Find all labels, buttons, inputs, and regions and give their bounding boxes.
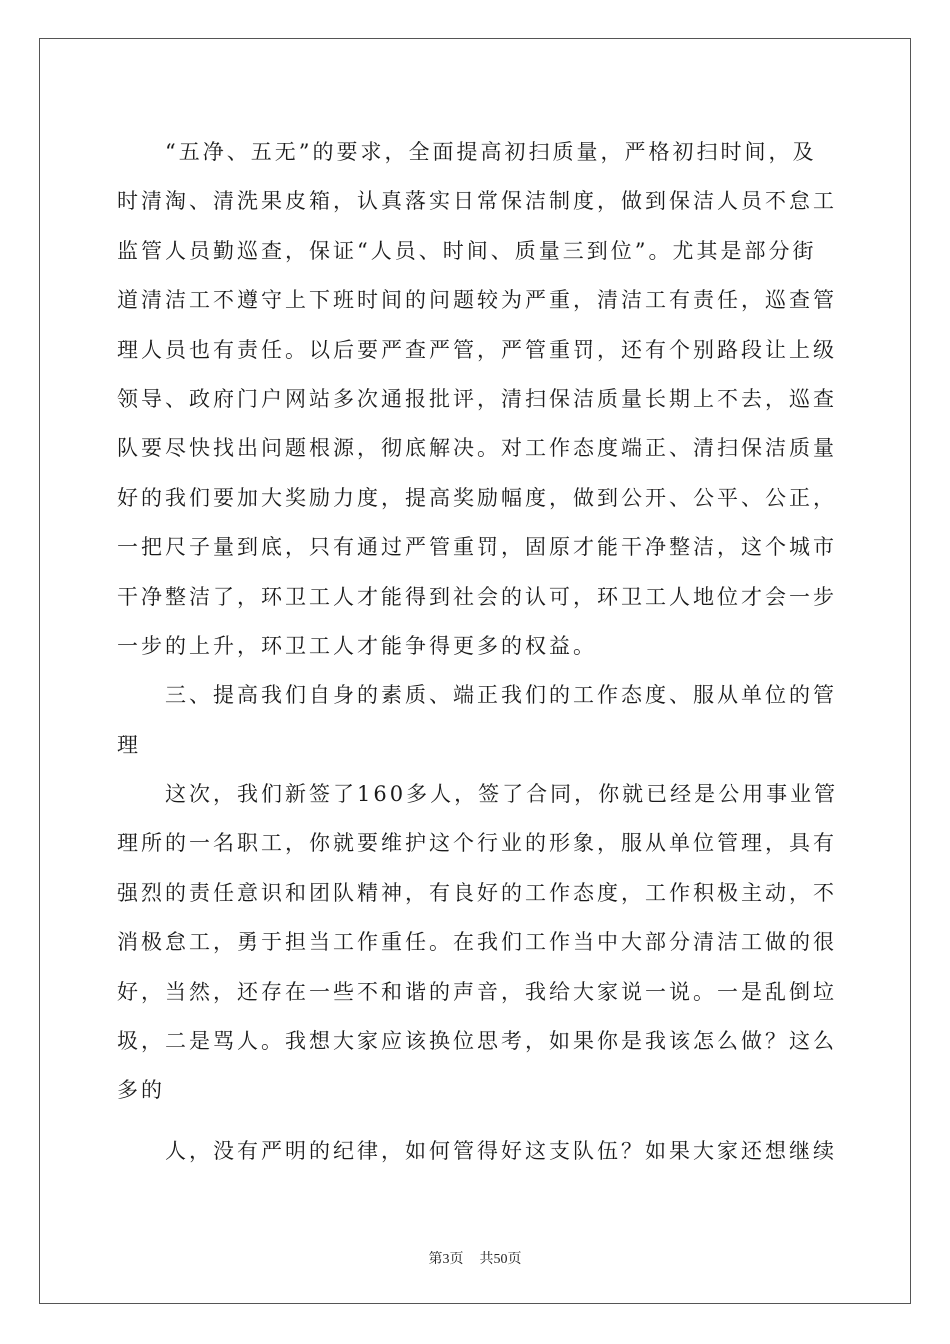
text-line: 这次，我们新签了160多人，签了合同，你就已经是公用事业管	[165, 782, 839, 807]
text-line: 道清洁工不遵守上下班时间的问题较为严重，清洁工有责任，巡查管	[117, 288, 837, 313]
text-line: 理人员也有责任。以后要严查严管，严管重罚，还有个别路段让上级	[117, 337, 837, 362]
text-line: 时清淘、清洗果皮箱，认真落实日常保洁制度，做到保洁人员不怠工	[117, 189, 837, 214]
text-line: 好，当然，还存在一些不和谐的声音，我给大家说一说。一是乱倒垃	[117, 979, 837, 1004]
text-line: 理所的一名职工，你就要维护这个行业的形象，服从单位管理，具有	[117, 831, 837, 856]
section-heading-continued: 理	[117, 732, 141, 757]
text-line: 领导、政府门户网站多次通报批评，清扫保洁质量长期上不去，巡查	[117, 386, 837, 411]
page-number: 第3页	[428, 1252, 464, 1267]
text-line: 监管人员勤巡查，保证“人员、时间、质量三到位”。尤其是部分街	[117, 238, 817, 263]
text-line: 多的	[117, 1078, 165, 1103]
text-line: 圾，二是骂人。我想大家应该换位思考，如果你是我该怎么做？这么	[117, 1029, 837, 1054]
section-heading: 三、提高我们自身的素质、端正我们的工作态度、服从单位的管	[165, 683, 837, 708]
document-body	[117, 128, 839, 1176]
text-line: 队要尽快找出问题根源，彻底解决。对工作态度端正、清扫保洁质量	[117, 436, 837, 461]
text-line: 强烈的责任意识和团队精神，有良好的工作态度，工作积极主动，不	[117, 880, 837, 905]
text-line: 消极怠工，勇于担当工作重任。在我们工作当中大部分清洁工做的很	[117, 930, 837, 955]
text-line: 一步的上升，环卫工人才能争得更多的权益。	[117, 633, 597, 658]
text-line: “五净、五无”的要求，全面提高初扫质量，严格初扫时间，及	[165, 140, 817, 164]
page-total: 共50页	[479, 1252, 522, 1267]
page-footer	[0, 1248, 950, 1268]
text-line: 人，没有严明的纪律，如何管得好这支队伍？如果大家还想继续	[165, 1138, 837, 1163]
text-line: 干净整洁了，环卫工人才能得到社会的认可，环卫工人地位才会一步	[117, 584, 837, 609]
text-line: 一把尺子量到底，只有通过严管重罚，固原才能干净整洁，这个城市	[117, 535, 837, 560]
text-line: 好的我们要加大奖励力度，提高奖励幅度，做到公开、公平、公正，	[117, 485, 837, 510]
